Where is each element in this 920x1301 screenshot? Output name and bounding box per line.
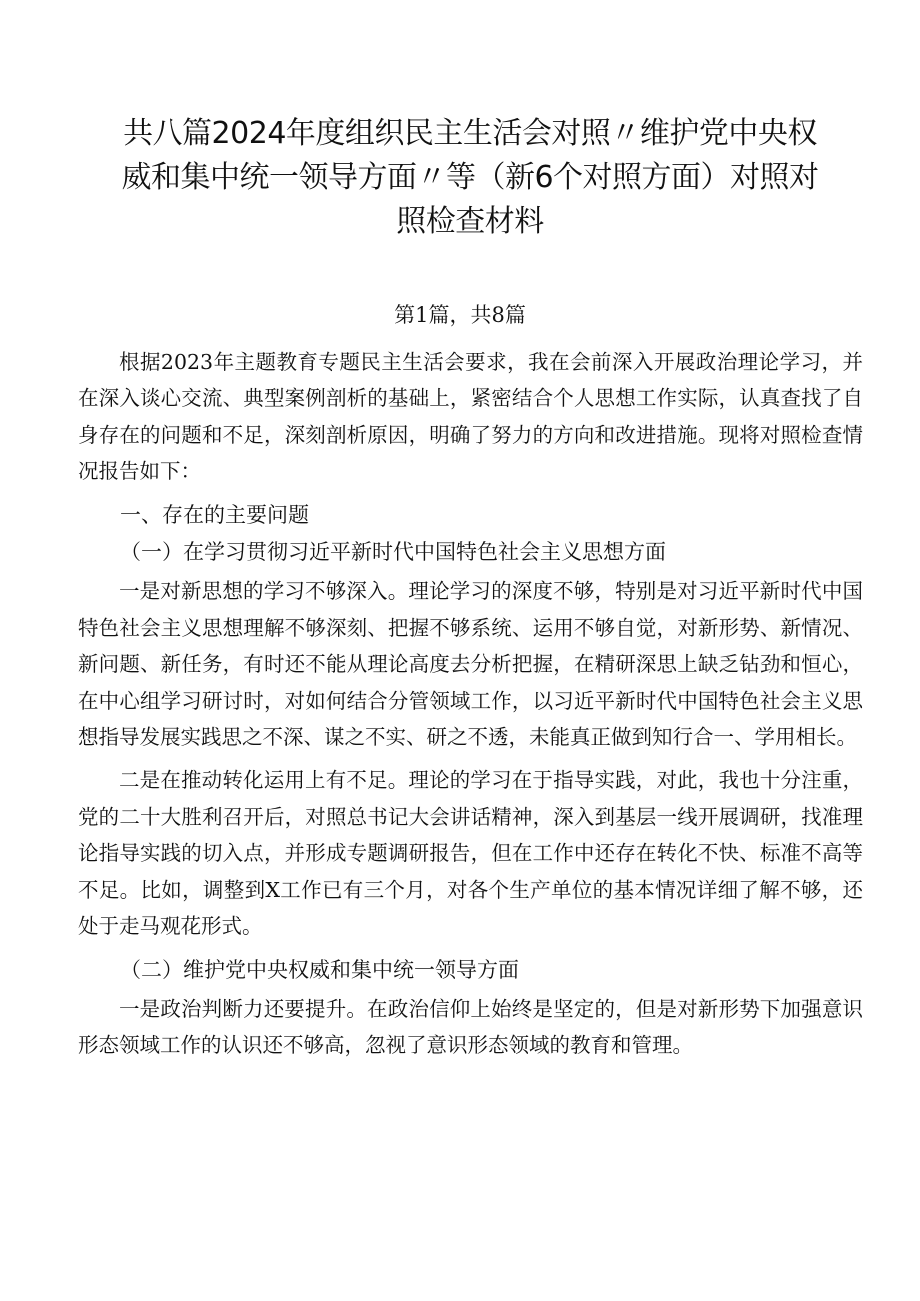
document-body — [78, 344, 863, 1071]
document-subtitle: 第1篇，共8篇 — [394, 303, 526, 327]
body-paragraph: 一是对新思想的学习不够深入。理论学习的深度不够，特别是对习近平新时代中国特色社会主义思想理解不够深刻、把握不够系统、运用不够自觉，对新形势、新情况、新问题、新任务，有时还不能从理论高度去分析把握，在精研深思上缺乏钻劲和恒心，在中心组学习研讨时，对如何结合分管领域工作，以习近平新时代中国特色社会主义思想指导发展实践思之不深、谋之不实、研之不透，未能真正做到知行合一、学用相长。 — [78, 579, 863, 750]
intro-paragraph: 根据2023年主题教育专题民主生活会要求，我在会前深入开展政治理论学习，并在深入谈心交流、典型案例剖析的基础上，紧密结合个人思想工作实际，认真查找了自身存在的问题和不足，深刻剖析原因，明确了努力的方向和改进措施。现将对照检查情况报告如下： — [78, 350, 863, 484]
body-paragraph: 一是政治判断力还要提升。在政治信仰上始终是坚定的，但是对新形势下加强意识形态领域工作的认识还不够高，忽视了意识形态领域的教育和管理。 — [78, 996, 863, 1058]
document-title: 共八篇2024年度组织民主生活会对照〃维护党中央权威和集中统一领导方面〃等（新6个对照方面）对照对照检查材料 — [121, 116, 819, 239]
body-paragraph: 二是在推动转化运用上有不足。理论的学习在于指导实践，对此，我也十分注重，党的二十大胜利召开后，对照总书记大会讲话精神，深入到基层一线开展调研，找准理论指导实践的切入点，并形成专题调研报告，但在工作中还存在转化不快、标准不高等不足。比如，调整到X工作已有三个月，对各个生产单位的基本情况详细了解不够，还处于走马观花形式。 — [78, 768, 863, 939]
subsection-heading: （二）维护党中央权威和集中统一领导方面 — [120, 957, 519, 982]
section-heading: 一、存在的主要问题 — [120, 502, 309, 527]
subsection-heading: （一）在学习贯彻习近平新时代中国特色社会主义思想方面 — [120, 540, 666, 565]
